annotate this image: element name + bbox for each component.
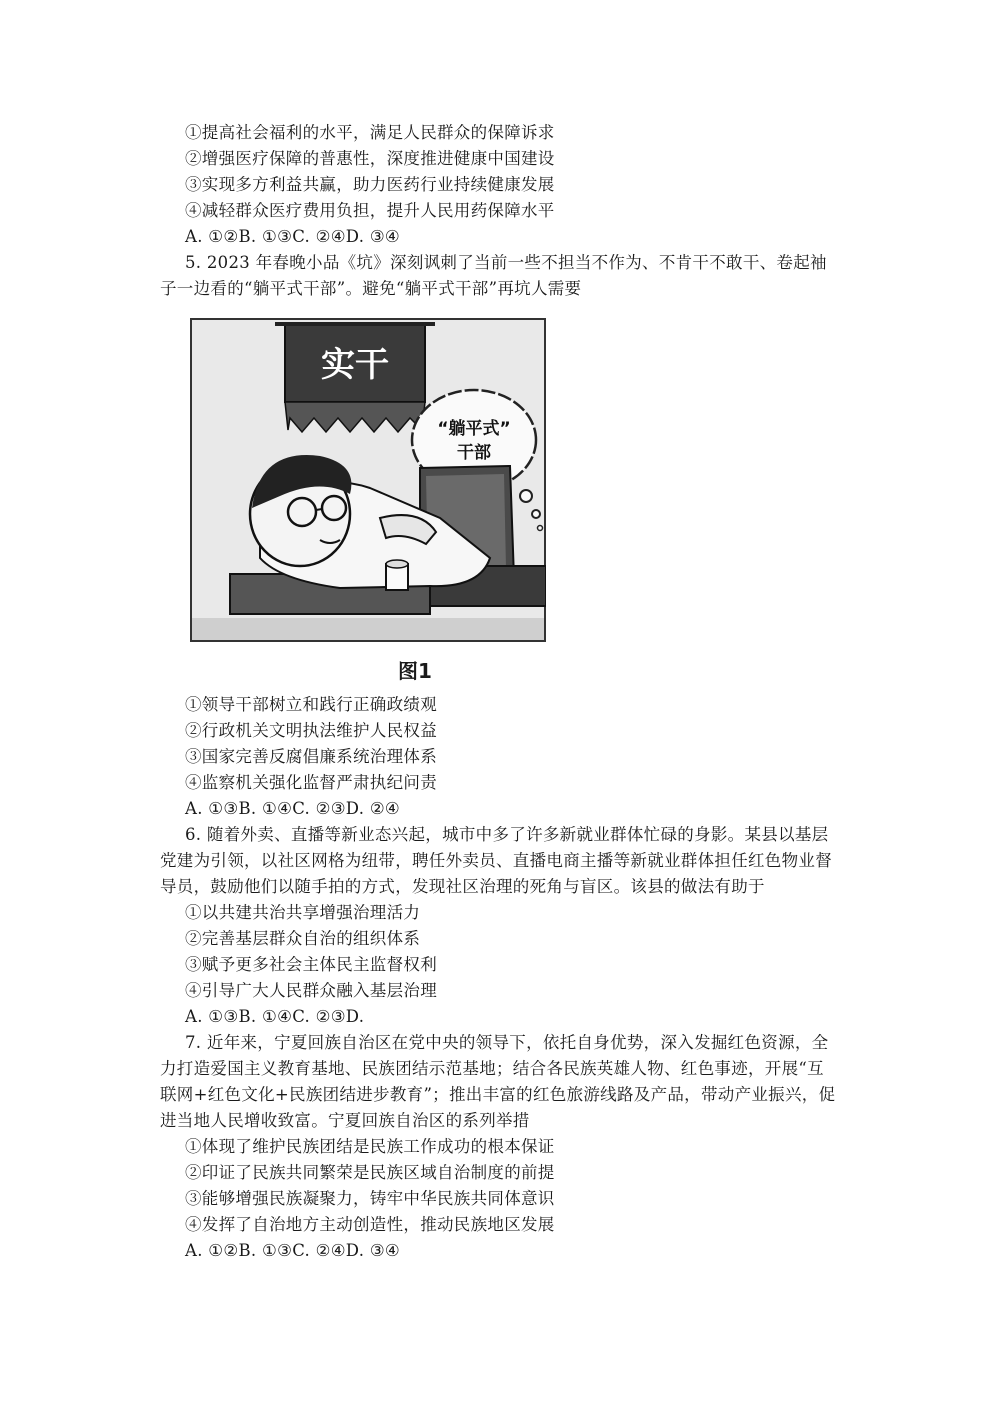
q7-stem-line2: 力打造爱国主义教育基地、民族团结示范基地；结合各民族英雄人物、红色事迹，开展“互 [160, 1059, 824, 1078]
q4-option-1: ①提高社会福利的水平，满足人民群众的保障诉求 [185, 123, 555, 142]
q5-option-3: ③国家完善反腐倡廉系统治理体系 [185, 747, 437, 766]
q6-option-2: ②完善基层群众自治的组织体系 [185, 929, 421, 948]
bubble-text-line1: “躺平式” [437, 419, 511, 439]
q4-option-4: ④减轻群众医疗费用负担，提升人民用药保障水平 [185, 201, 555, 220]
q4-answer-choices: A. ①②B. ①③C. ②④D. ③④ [185, 227, 401, 246]
q5-answer-choices: A. ①③B. ①④C. ②③D. ②④ [185, 799, 401, 818]
q4-option-2: ②增强医疗保障的普惠性，深度推进健康中国建设 [185, 149, 555, 168]
q7-option-2: ②印证了民族共同繁荣是民族区域自治制度的前提 [185, 1163, 555, 1182]
q6-stem-line2: 党建为引领，以社区网格为纽带，聘任外卖员、直播电商主播等新就业群体担任红色物业督 [160, 851, 832, 870]
q7-stem-line3: 联网+红色文化+民族团结进步教育”；推出丰富的红色旅游线路及产品，带动产业振兴，促 [160, 1085, 836, 1104]
q6-stem-line3: 导员，鼓励他们以随手拍的方式，发现社区治理的死角与盲区。该县的做法有助于 [160, 877, 765, 896]
q6-option-3: ③赋予更多社会主体民主监督权利 [185, 955, 437, 974]
q7-option-4: ④发挥了自治地方主动创造性，推动民族地区发展 [185, 1215, 555, 1234]
q6-option-1: ①以共建共治共享增强治理活力 [185, 903, 421, 922]
q5-option-4: ④监察机关强化监督严肃执纪问责 [185, 773, 437, 792]
q5-stem-line1: 5. 2023 年春晚小品《坑》深刻讽刺了当前一些不担当不作为、不肯干不敢干、卷起袖 [185, 253, 827, 272]
q6-option-4: ④引导广大人民群众融入基层治理 [185, 981, 437, 1000]
cartoon-figure [190, 318, 546, 642]
bubble-text-line2: 干部 [457, 443, 491, 463]
banner-text: 实干 [321, 345, 389, 385]
q7-stem-line4: 进当地人民增收致富。宁夏回族自治区的系列举措 [160, 1111, 530, 1130]
q5-option-1: ①领导干部树立和践行正确政绩观 [185, 695, 437, 714]
q5-stem-line2: 子一边看的“躺平式干部”。避免“躺平式干部”再坑人需要 [160, 279, 582, 298]
cup-graphic [386, 560, 408, 590]
q7-answer-choices: A. ①②B. ①③C. ②④D. ③④ [185, 1241, 401, 1260]
q7-option-1: ①体现了维护民族团结是民族工作成功的根本保证 [185, 1137, 555, 1156]
q7-stem-line1: 7. 近年来，宁夏回族自治区在党中央的领导下，依托自身优势，深入发掘红色资源，全 [185, 1033, 829, 1052]
q5-option-2: ②行政机关文明执法维护人民权益 [185, 721, 437, 740]
q7-option-3: ③能够增强民族凝聚力，铸牢中华民族共同体意识 [185, 1189, 555, 1208]
q6-answer-choices: A. ①③B. ①④C. ②③D. [185, 1007, 365, 1026]
q4-option-3: ③实现多方利益共赢，助力医药行业持续健康发展 [185, 175, 555, 194]
q6-stem-line1: 6. 随着外卖、直播等新业态兴起，城市中多了许多新就业群体忙碌的身影。某县以基层 [185, 825, 829, 844]
figure-caption: 图1 [398, 659, 432, 683]
